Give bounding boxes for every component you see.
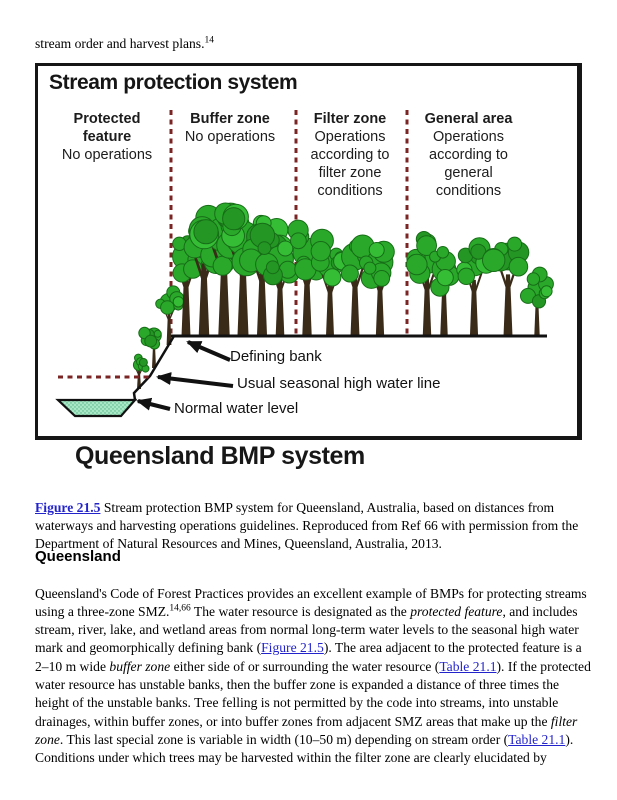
- zone-title: Protected feature: [73, 111, 141, 145]
- zone-line: conditions: [435, 183, 502, 199]
- figure-subtitle: Queensland BMP system: [75, 442, 365, 470]
- body-text: either side of or surrounding the water resource (: [170, 658, 440, 674]
- term-buffer-zone: buffer zone: [109, 658, 171, 674]
- normal-water-level-label: Normal water level: [174, 400, 299, 417]
- figure-21-5-body-link[interactable]: Figure 21.5: [261, 640, 324, 656]
- zone-line: according to: [310, 147, 390, 163]
- table-21-1-link[interactable]: Table 21.1: [439, 658, 497, 674]
- zone-line: No operations: [61, 147, 153, 163]
- intro-line: [35, 36, 214, 52]
- body-paragraph: [35, 585, 591, 768]
- water-pool: [58, 400, 135, 416]
- body-text: ). Conditions under which trees may be harvested within the filter zone are clearly elucidated by: [35, 731, 574, 766]
- intro-footnote-ref: 14: [204, 35, 214, 46]
- zone-line: Operations: [433, 129, 504, 145]
- zone-title: General area: [424, 111, 513, 127]
- high-water-line-label: Usual seasonal high water line: [237, 375, 441, 392]
- section-heading: Queensland: [35, 548, 121, 565]
- term-filter-zone: filter zone: [35, 713, 578, 747]
- body-text: , and includes stream, river, lake, and wetland areas from normal long-term water levels to the seasonal high water mark and geomorphically defining bank (: [35, 603, 579, 656]
- zone-title: Buffer zone: [190, 111, 270, 127]
- body-text: ). If the protected water resource has unstable banks, then the buffer zone is expanded a distance of three times the height of the unstable banks. Tree felling is not permitted by the code into streams, into unstable drainages, within buffer zones, or into buffer zones from adjacent SMZ areas that make up the: [35, 658, 591, 729]
- zone-line: No operations: [184, 129, 276, 145]
- zone-title: Filter zone: [313, 111, 387, 127]
- footnote-refs: 14,66: [169, 603, 191, 614]
- intro-text: stream order and harvest plans.: [35, 36, 205, 51]
- zone-header-buffer-zone: [173, 110, 287, 146]
- zone-header-general-area: [411, 110, 526, 200]
- zone-line: filter zone: [318, 165, 382, 181]
- zone-header-protected-feature: [46, 110, 168, 164]
- figure-stream-protection: [35, 63, 582, 440]
- zone-line: conditions: [317, 183, 383, 199]
- caption-text: Stream protection BMP system for Queensland, Australia, based on distances from waterways and harvesting operations guidelines. Reproduced from Ref 66 with permission from the Department of Natural Resources and Mines, Queensland, Australia, 2013.: [35, 499, 579, 551]
- figure-title: Stream protection system: [49, 71, 298, 94]
- table-21-1-link-2[interactable]: Table 21.1: [508, 731, 566, 747]
- body-text: Queensland's Code of Forest Practices provides an excellent example of BMPs for protecting streams using a three-zone SMZ.: [35, 585, 587, 619]
- trees-group: [133, 203, 553, 389]
- high-water-arrow: [158, 377, 233, 386]
- zone-line: general: [444, 165, 493, 181]
- defining-bank-label: Defining bank: [230, 348, 322, 365]
- body-text: . This last special zone is variable in width (10–50 m) depending on stream order (: [59, 731, 509, 747]
- zone-line: Operations: [314, 129, 386, 145]
- defining-bank-arrow: [188, 342, 230, 360]
- normal-water-arrow: [138, 401, 170, 409]
- body-text: ). The area adjacent to the protected feature is a 2–10 m wide: [35, 640, 582, 674]
- zone-line: according to: [429, 147, 508, 163]
- figure-21-5-link[interactable]: Figure 21.5: [35, 499, 101, 515]
- figure-caption: [35, 499, 588, 553]
- zone-header-filter-zone: [300, 110, 400, 200]
- term-protected-feature: protected feature: [410, 603, 503, 619]
- body-text: The water resource is designated as the: [190, 603, 411, 619]
